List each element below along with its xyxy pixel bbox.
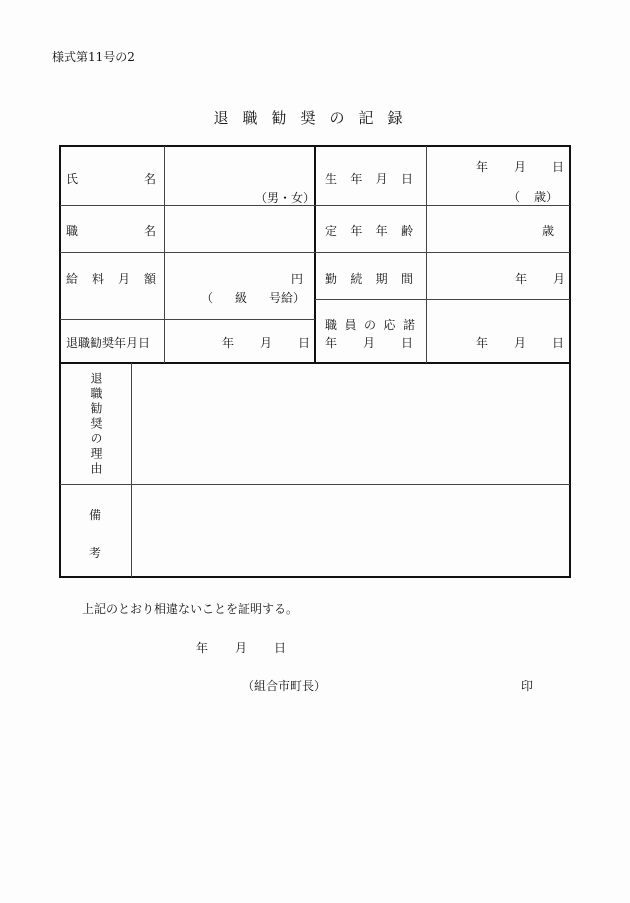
page-title: 退職勧奨の記録 <box>213 109 417 127</box>
mayor-label: （組合市町長） <box>242 679 327 693</box>
salary-grade: （ 級 号給） <box>201 291 305 305</box>
form-number: 様式第11号の2 <box>52 50 135 64</box>
label-reason: 退職勧奨の理由 <box>89 372 103 477</box>
label-retire-age: 定 年 年 齢 <box>325 224 413 238</box>
label-remarks-1: 備 <box>89 508 102 522</box>
certification-date[interactable]: 年 月 日 <box>196 641 286 655</box>
birth-date-field[interactable]: 年 月 日 <box>476 160 564 174</box>
label-service: 勤 続 期 間 <box>325 272 413 286</box>
remarks-field[interactable] <box>132 485 569 576</box>
sex-field[interactable]: （男・女） <box>255 191 316 205</box>
label-birth: 生 年 月 日 <box>325 172 413 186</box>
label-remarks-2: 考 <box>89 546 102 560</box>
salary-yen: 円 <box>291 272 304 286</box>
label-response-date: 年 月 日 <box>325 336 413 350</box>
label-response: 職 員 の 応 諾 <box>325 318 415 332</box>
birth-age-field[interactable]: （ 歳） <box>508 190 558 204</box>
retire-date-field[interactable]: 年 月 日 <box>222 336 310 350</box>
label-retire-date: 退職勧奨年月日 <box>66 336 151 350</box>
label-name: 氏 名 <box>66 172 156 186</box>
retire-age-field[interactable]: 歳 <box>542 224 555 238</box>
reason-field[interactable] <box>132 364 569 484</box>
certification-text: 上記のとおり相違ないことを証明する。 <box>82 602 299 616</box>
seal-mark: 印 <box>521 679 534 693</box>
response-date-field[interactable]: 年 月 日 <box>476 336 564 350</box>
label-salary: 給 料 月 額 <box>66 272 156 286</box>
label-position: 職 名 <box>66 224 156 238</box>
service-field[interactable]: 年 月 <box>515 272 565 286</box>
